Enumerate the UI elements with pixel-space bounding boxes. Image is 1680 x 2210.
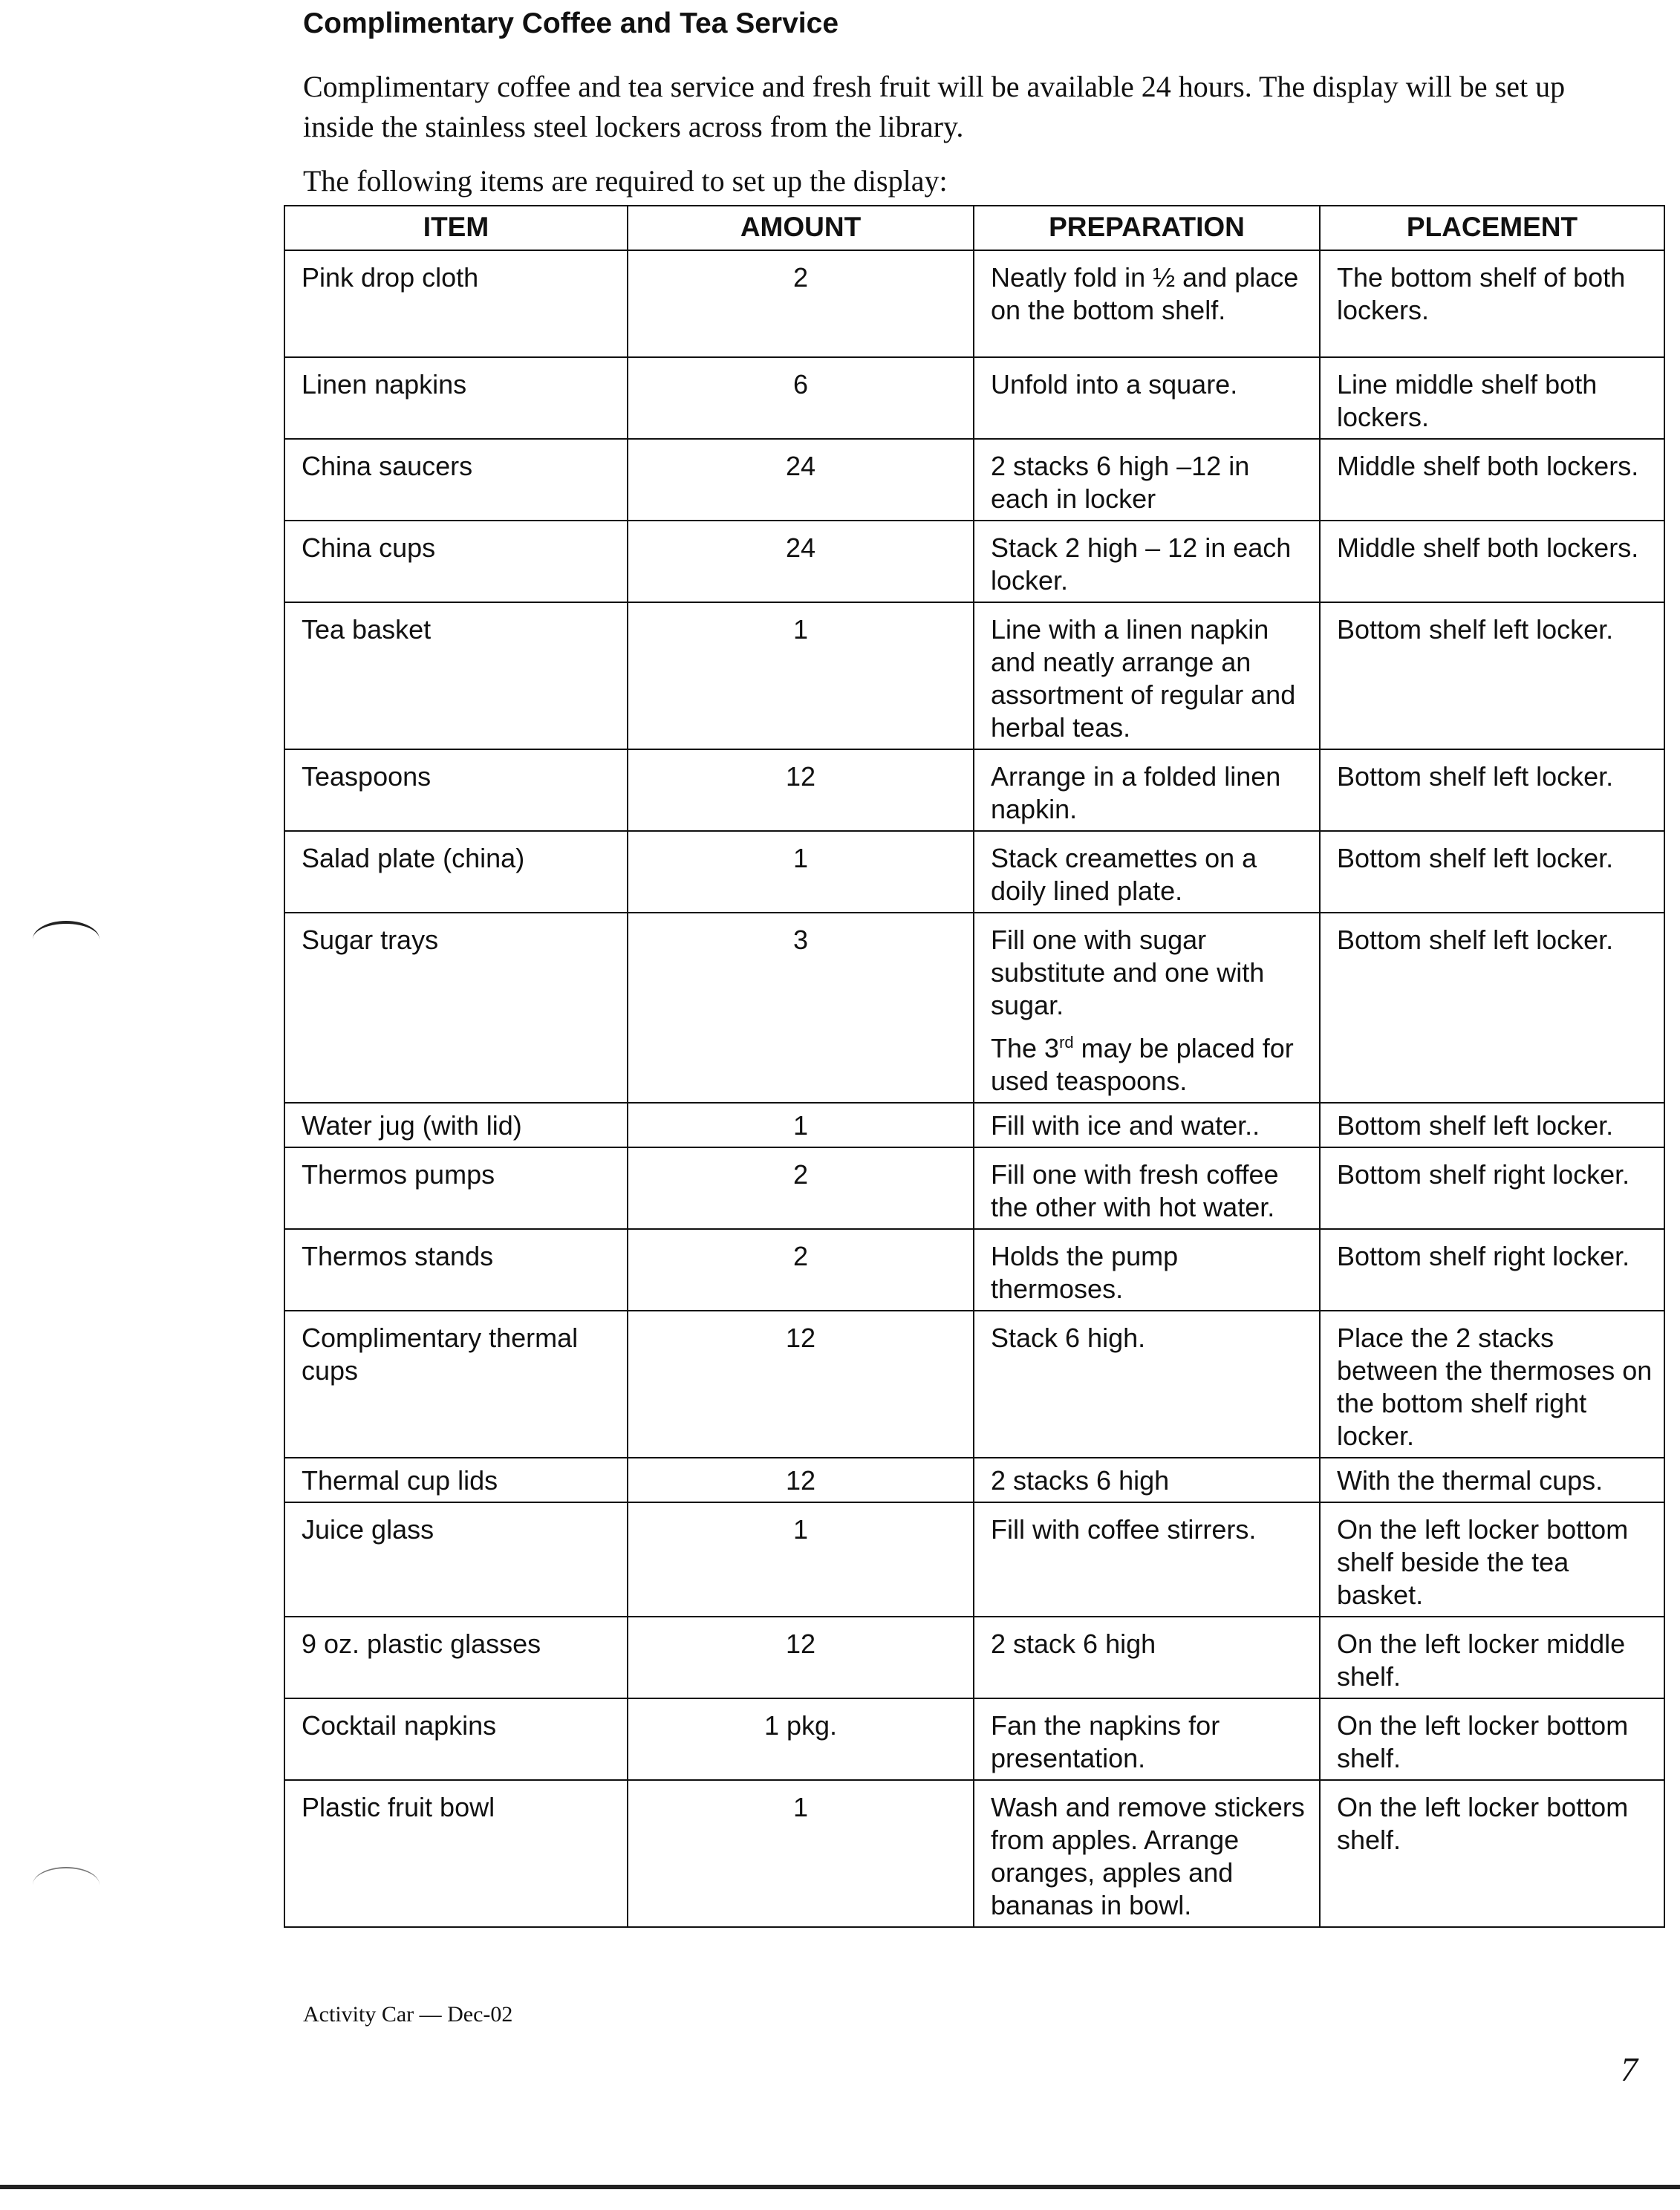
cell-amount: 1 (628, 602, 974, 749)
header-preparation: PREPARATION (974, 206, 1320, 250)
table-row (284, 521, 1664, 602)
table-row (284, 1229, 1664, 1311)
table-row (284, 749, 1664, 831)
cell-preparation: Fill one with fresh coffee the other with hot water. (974, 1147, 1320, 1229)
bottom-edge-rule (0, 2185, 1680, 2189)
table-row (284, 357, 1664, 439)
table-row (284, 439, 1664, 521)
cell-preparation: Stack 6 high. (974, 1311, 1320, 1458)
cell-preparation (974, 913, 1320, 1103)
table-row (284, 250, 1664, 357)
cell-placement: Bottom shelf right locker. (1320, 1229, 1664, 1311)
table-row (284, 1780, 1664, 1927)
cell-placement: The bottom shelf of both lockers. (1320, 250, 1664, 357)
table-row (284, 602, 1664, 749)
cell-placement: On the left locker bottom shelf. (1320, 1780, 1664, 1927)
cell-item: Thermal cup lids (284, 1458, 628, 1502)
cell-placement: On the left locker bottom shelf beside the tea basket. (1320, 1502, 1664, 1617)
cell-item: Thermos pumps (284, 1147, 628, 1229)
cell-amount: 1 (628, 1780, 974, 1927)
page-footer: Activity Car — Dec-02 (303, 2002, 513, 2027)
cell-amount: 2 (628, 1229, 974, 1311)
table-row (284, 1698, 1664, 1780)
cell-amount: 1 (628, 1103, 974, 1147)
table-row (284, 1458, 1664, 1502)
cell-placement: Line middle shelf both lockers. (1320, 357, 1664, 439)
cell-item: Complimentary thermal cups (284, 1311, 628, 1458)
cell-preparation: Fill with ice and water.. (974, 1103, 1320, 1147)
cell-item: Pink drop cloth (284, 250, 628, 357)
cell-placement: Bottom shelf left locker. (1320, 602, 1664, 749)
table-row (284, 1311, 1664, 1458)
cell-amount: 12 (628, 1311, 974, 1458)
cell-preparation: Holds the pump thermoses. (974, 1229, 1320, 1311)
cell-preparation: Stack 2 high – 12 in each locker. (974, 521, 1320, 602)
table-lead-in: The following items are required to set up the display: (303, 164, 948, 198)
cell-amount: 12 (628, 1458, 974, 1502)
cell-preparation: 2 stack 6 high (974, 1617, 1320, 1698)
preparation-note-start: The 3 (991, 1033, 1060, 1063)
cell-item: Teaspoons (284, 749, 628, 831)
cell-placement: With the thermal cups. (1320, 1458, 1664, 1502)
table-header-row (284, 206, 1664, 250)
cell-placement: Bottom shelf left locker. (1320, 1103, 1664, 1147)
cell-item: Tea basket (284, 602, 628, 749)
cell-preparation: Neatly fold in ½ and place on the bottom shelf. (974, 250, 1320, 357)
intro-paragraph: Complimentary coffee and tea service and fresh fruit will be available 24 hours. The display will be set up inside the stainless steel lockers across from the library. (303, 70, 1566, 143)
cell-placement: Bottom shelf left locker. (1320, 913, 1664, 1103)
cell-placement: On the left locker bottom shelf. (1320, 1698, 1664, 1780)
cell-amount: 2 (628, 250, 974, 357)
cell-placement: Middle shelf both lockers. (1320, 521, 1664, 602)
cell-preparation: Unfold into a square. (974, 357, 1320, 439)
cell-placement: Place the 2 stacks between the thermoses on the bottom shelf right locker. (1320, 1311, 1664, 1458)
cell-preparation: Wash and remove stickers from apples. Arrange oranges, apples and bananas in bowl. (974, 1780, 1320, 1927)
header-item: ITEM (284, 206, 628, 250)
cell-preparation: Fill with coffee stirrers. (974, 1502, 1320, 1617)
cell-item: Water jug (with lid) (284, 1103, 628, 1147)
cell-item: Linen napkins (284, 357, 628, 439)
ordinal-suffix: rd (1059, 1033, 1074, 1052)
table-row (284, 1147, 1664, 1229)
table-row (284, 831, 1664, 913)
punch-hole-mark (33, 1867, 100, 1903)
table-row (284, 1617, 1664, 1698)
cell-placement: On the left locker middle shelf. (1320, 1617, 1664, 1698)
cell-item: 9 oz. plastic glasses (284, 1617, 628, 1698)
cell-item: Salad plate (china) (284, 831, 628, 913)
cell-item: Cocktail napkins (284, 1698, 628, 1780)
cell-placement: Bottom shelf left locker. (1320, 831, 1664, 913)
cell-item: China cups (284, 521, 628, 602)
preparation-note (991, 1026, 1312, 1098)
cell-amount: 2 (628, 1147, 974, 1229)
page-number: 7 (1621, 2050, 1638, 2088)
table-row (284, 913, 1664, 1103)
cell-amount: 1 (628, 831, 974, 913)
header-placement: PLACEMENT (1320, 206, 1664, 250)
cell-preparation: Arrange in a folded linen napkin. (974, 749, 1320, 831)
cell-amount: 12 (628, 749, 974, 831)
preparation-text: Fill one with sugar substitute and one with sugar. (991, 925, 1265, 1020)
cell-amount: 24 (628, 439, 974, 521)
cell-item: Plastic fruit bowl (284, 1780, 628, 1927)
header-amount: AMOUNT (628, 206, 974, 250)
cell-placement: Bottom shelf left locker. (1320, 749, 1664, 831)
table-row (284, 1103, 1664, 1147)
preparation-note-end: may be placed for used teaspoons. (991, 1033, 1294, 1096)
cell-placement: Bottom shelf right locker. (1320, 1147, 1664, 1229)
cell-amount: 1 pkg. (628, 1698, 974, 1780)
cell-item: Juice glass (284, 1502, 628, 1617)
cell-preparation: Stack creamettes on a doily lined plate. (974, 831, 1320, 913)
items-table (284, 205, 1665, 1928)
cell-preparation: Line with a linen napkin and neatly arrange an assortment of regular and herbal teas. (974, 602, 1320, 749)
cell-item: Sugar trays (284, 913, 628, 1103)
table-row (284, 1502, 1664, 1617)
cell-amount: 12 (628, 1617, 974, 1698)
cell-preparation: 2 stacks 6 high –12 in each in locker (974, 439, 1320, 521)
cell-item: Thermos stands (284, 1229, 628, 1311)
cell-preparation: 2 stacks 6 high (974, 1458, 1320, 1502)
cell-amount: 3 (628, 913, 974, 1103)
cell-preparation: Fan the napkins for presentation. (974, 1698, 1320, 1780)
cell-item: China saucers (284, 439, 628, 521)
cell-placement: Middle shelf both lockers. (1320, 439, 1664, 521)
section-heading: Complimentary Coffee and Tea Service (303, 7, 839, 39)
punch-hole-mark (33, 921, 100, 958)
cell-amount: 6 (628, 357, 974, 439)
cell-amount: 24 (628, 521, 974, 602)
cell-amount: 1 (628, 1502, 974, 1617)
